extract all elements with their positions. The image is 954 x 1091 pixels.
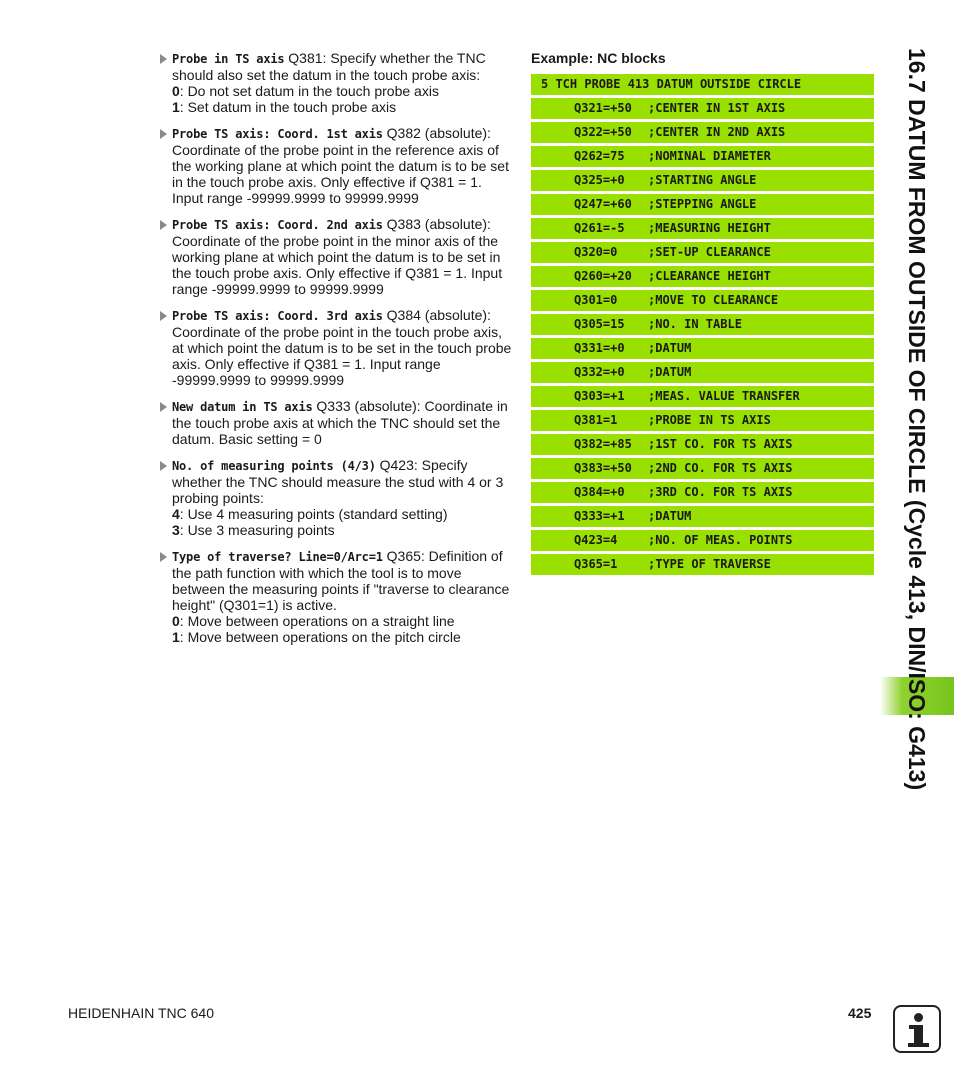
parameter-name: Probe TS axis: Coord. 2nd axis [172,218,383,232]
option-key: 0 [172,83,180,99]
parameter-name: New datum in TS axis [172,400,313,414]
nc-block-row [531,434,874,455]
nc-code: Q423=4 [574,533,618,547]
nc-block-row [531,218,874,239]
nc-comment: ;DATUM [648,365,692,379]
option-text: : Move between operations on the pitch circle [179,629,461,645]
nc-block-row [531,266,874,287]
nc-code: Q305=15 [574,317,625,331]
nc-block-row [531,314,874,335]
parameter-option [172,522,512,538]
parameter-name: Probe in TS axis [172,52,285,66]
parameter-option [172,629,512,645]
nc-comment: ;TYPE OF TRAVERSE [648,557,771,571]
nc-code: Q333=+1 [574,509,625,523]
nc-block-row [531,122,874,143]
option-text: : Do not set datum in the touch probe axis [179,83,439,99]
parameter-name: Probe TS axis: Coord. 3rd axis [172,309,383,323]
parameter-item [160,50,512,115]
bullet-arrow-icon [160,129,167,139]
nc-comment: ;1ST CO. FOR TS AXIS [648,437,793,451]
option-key: 3 [172,522,180,538]
nc-example [531,50,874,578]
parameter-name: Type of traverse? Line=0/Arc=1 [172,550,383,564]
nc-block-row [531,506,874,527]
nc-block-row [531,146,874,167]
nc-code: Q383=+50 [574,461,632,475]
nc-code: Q262=75 [574,149,625,163]
nc-code: Q332=+0 [574,365,625,379]
parameter-item [160,548,512,645]
chapter-side-title-text: 16.7 DATUM FROM OUTSIDE OF CIRCLE (Cycle 413, DIN/ISO: G413) [904,48,930,791]
nc-block-row [531,386,874,407]
nc-comment: ;STEPPING ANGLE [648,197,757,211]
nc-comment: ;3RD CO. FOR TS AXIS [648,485,793,499]
nc-comment: ;NO. OF MEAS. POINTS [648,533,793,547]
parameter-description: Q333 (absolute): Coordinate in the touch probe axis at which the TNC should set the datum. Basic setting = 0 [172,398,508,447]
bullet-arrow-icon [160,54,167,64]
nc-block-row [531,362,874,383]
nc-block-row [531,410,874,431]
parameter-option [172,83,512,99]
nc-comment: ;CLEARANCE HEIGHT [648,269,771,283]
nc-code: Q301=0 [574,293,618,307]
nc-comment: ;SET-UP CLEARANCE [648,245,771,259]
nc-comment: ;PROBE IN TS AXIS [648,413,771,427]
nc-code: Q384=+0 [574,485,625,499]
parameter-description: Q365: Definition of the path function with which the tool is to move between the measuring points if "traverse to clearance height" (Q301=1) is active. [172,548,510,613]
option-text: : Move between operations on a straight line [179,613,455,629]
nc-comment: ;MEASURING HEIGHT [648,221,771,235]
footer-page-number: 425 [848,1005,872,1021]
option-text: : Use 4 measuring points (standard setting) [179,506,448,522]
nc-code: Q320=0 [574,245,618,259]
bullet-arrow-icon [160,402,167,412]
parameter-name: No. of measuring points (4/3) [172,459,376,473]
nc-comment: ;CENTER IN 2ND AXIS [648,125,786,139]
parameter-name: Probe TS axis: Coord. 1st axis [172,127,383,141]
nc-block-row [531,194,874,215]
bullet-arrow-icon [160,311,167,321]
nc-code: Q331=+0 [574,341,625,355]
nc-block-row [531,530,874,551]
option-text: : Set datum in the touch probe axis [179,99,397,115]
parameter-item [160,125,512,206]
parameter-list [160,50,512,655]
footer-product: HEIDENHAIN TNC 640 [68,1005,215,1021]
nc-block-row [531,338,874,359]
parameter-description: Q383 (absolute): Coordinate of the probe point in the minor axis of the working plane at which point the datum is to be set in the touch probe axis. Only effective if Q381 = 1. Input range -99999.9999 to 99999.9999 [172,216,503,297]
nc-code: Q247=+60 [574,197,632,211]
parameter-description: Q384 (absolute): Coordinate of the probe point in the touch probe axis, at which point the datum is to be set in the touch probe axis. Only effective if Q381 = 1. Input range -99999.9999 to 99999.9999 [172,307,512,388]
nc-comment: ;DATUM [648,341,692,355]
nc-code: Q260=+20 [574,269,632,283]
nc-comment: ;STARTING ANGLE [648,173,757,187]
nc-comment: ;2ND CO. FOR TS AXIS [648,461,793,475]
nc-code: Q382=+85 [574,437,632,451]
nc-block-row [531,554,874,575]
option-key: 0 [172,613,180,629]
option-key: 1 [172,99,180,115]
parameter-item [160,216,512,297]
info-icon [893,1005,941,1053]
nc-block-row [531,98,874,119]
nc-code: Q303=+1 [574,389,625,403]
nc-code: Q321=+50 [574,101,632,115]
nc-comment: ;MOVE TO CLEARANCE [648,293,779,307]
nc-block-list [531,98,874,575]
example-heading: Example: NC blocks [531,50,666,66]
parameter-option [172,99,512,115]
nc-code: Q381=1 [574,413,618,427]
option-key: 1 [172,629,180,645]
option-text: : Use 3 measuring points [179,522,335,538]
nc-block-row [531,482,874,503]
nc-comment: ;NO. IN TABLE [648,317,742,331]
nc-code: Q365=1 [574,557,618,571]
nc-block-row [531,290,874,311]
nc-block-row [531,458,874,479]
nc-comment: ;NOMINAL DIAMETER [648,149,771,163]
parameter-option [172,506,512,522]
parameter-description: Q423: Specify whether the TNC should measure the stud with 4 or 3 probing points: [172,457,504,506]
parameter-description: Q382 (absolute): Coordinate of the probe point in the reference axis of the working plane at which point the datum is to be set in the touch probe axis. Only effective if Q381 = 1. Input range -99999.9999 to 99999.9999 [172,125,509,206]
nc-comment: ;MEAS. VALUE TRANSFER [648,389,800,403]
nc-code: Q322=+50 [574,125,632,139]
bullet-arrow-icon [160,461,167,471]
option-key: 4 [172,506,180,522]
nc-block-row [531,242,874,263]
nc-code: Q261=-5 [574,221,625,235]
bullet-arrow-icon [160,220,167,230]
nc-block-first: 5 TCH PROBE 413 DATUM OUTSIDE CIRCLE [531,74,874,95]
parameter-item [160,398,512,447]
nc-code: Q325=+0 [574,173,625,187]
parameter-option [172,613,512,629]
nc-comment: ;DATUM [648,509,692,523]
parameter-item [160,307,512,388]
bullet-arrow-icon [160,552,167,562]
nc-block-row [531,170,874,191]
parameter-item [160,457,512,538]
parameter-description: Q381: Specify whether the TNC should also set the datum in the touch probe axis: [172,50,486,83]
nc-comment: ;CENTER IN 1ST AXIS [648,101,786,115]
